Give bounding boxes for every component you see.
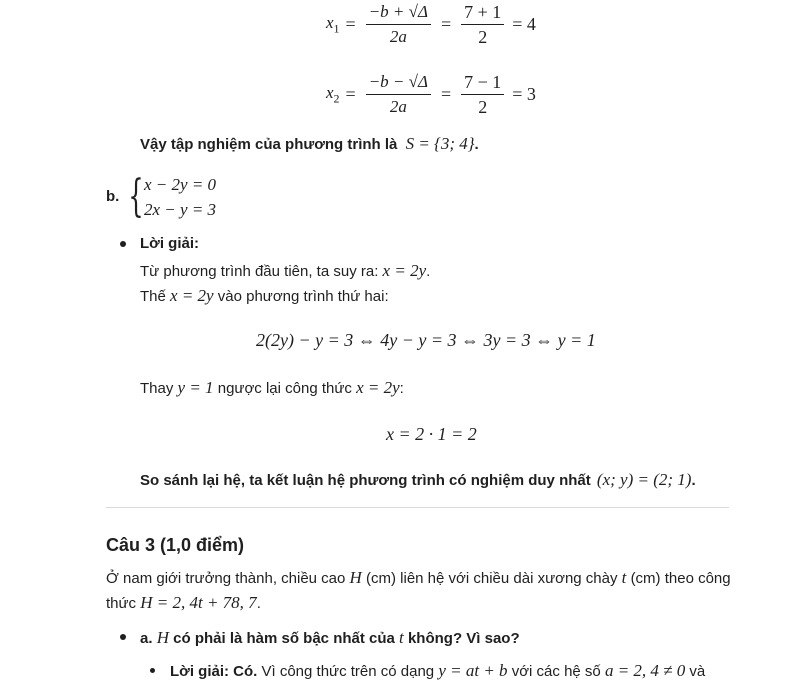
step3-text-a: Thay — [140, 380, 174, 397]
x1-lhs: $x_1$ — [326, 12, 340, 36]
step2-line — [140, 286, 389, 306]
cau3-heading: Câu 3 (1,0 điểm) — [106, 535, 245, 555]
question-a-text: có phải là hàm số bậc nhất của — [173, 630, 395, 647]
step2-text-a: Thế — [140, 288, 166, 305]
x1-numeric-numerator: 7 + 1 — [461, 2, 504, 25]
intro-text-a: Ở nam giới trưởng thành, chiều cao — [106, 570, 346, 587]
answer-label: Lời giải: Có. — [170, 663, 258, 680]
intro-var-t: t — [621, 568, 627, 587]
x2-denominator: 2a — [389, 97, 407, 116]
conclusion-math: (x; y) = (2; 1) — [596, 470, 692, 489]
equals-sign: = — [440, 14, 452, 34]
system-equation-2: 2x − y = 3 — [144, 200, 217, 219]
x2-lhs: $x_2$ — [326, 82, 340, 106]
answer-text-a: Vì công thức trên có dạng — [261, 663, 435, 680]
answer-math-a: y = at + b — [438, 661, 508, 680]
x2-equation — [326, 72, 536, 117]
x1-fraction-general — [366, 2, 431, 47]
step1-math: x = 2y — [382, 261, 427, 280]
x2-fraction-general — [366, 72, 431, 117]
question-a-line — [140, 628, 520, 648]
step3-text-b: ngược lại công thức — [217, 380, 352, 397]
part-b-system — [122, 172, 216, 222]
display-equation-2: x = 2 · 1 = 2 — [386, 424, 477, 444]
x2-fraction-numeric — [461, 72, 504, 117]
bullet — [150, 668, 155, 673]
x1-result: = 4 — [512, 14, 536, 34]
step3-math-a: y = 1 — [177, 378, 214, 397]
answer-text-c: và — [689, 663, 706, 680]
x1-numeric-denominator: 2 — [478, 27, 488, 47]
cau3-intro-line2: thức H = 2, 4t + 78, 7. — [106, 593, 261, 612]
answer-math-b: a = 2, 4 ≠ 0 — [604, 661, 686, 680]
intro-formula: H = 2, 4t + 78, 7 — [140, 593, 257, 612]
display-equation-1: 2(2y) − y = 3 ⇔ 4y − y = 3 ⇔ 3y = 3 ⇔ y = 1 — [256, 330, 596, 350]
x1-fraction-numeric — [461, 2, 504, 47]
x1-denominator: 2a — [389, 27, 407, 46]
step2-text-b: vào phương trình thứ hai: — [217, 288, 389, 305]
solution-set-text: Vậy tập nghiệm của phương trình là — [140, 136, 398, 153]
bullet — [120, 634, 126, 640]
intro-var-h: H — [349, 568, 362, 587]
answer-a-line — [170, 661, 705, 681]
left-brace: { — [128, 171, 144, 222]
question-a-label: a. — [140, 630, 153, 647]
question-a-var-h: H — [156, 628, 169, 647]
x1-numerator: −b + √Δ — [366, 2, 431, 25]
question-a-var-t: t — [399, 628, 404, 647]
conclusion-text: So sánh lại hệ, ta kết luận hệ phương trình có nghiệm duy nhất — [140, 472, 591, 489]
step3-math-b: x = 2y — [356, 378, 400, 397]
step2-math: x = 2y — [170, 286, 214, 305]
question-a-end: không? Vì sao? — [407, 630, 520, 647]
section-divider — [106, 507, 729, 508]
cau3-intro-line1 — [106, 568, 731, 588]
equals-sign: = — [345, 14, 356, 34]
step3-line — [140, 378, 404, 398]
intro-text-b: (cm) liên hệ với chiều dài xương chày — [366, 570, 618, 587]
equals-sign: = — [440, 84, 452, 104]
conclusion-line: So sánh lại hệ, ta kết luận hệ phương trình có nghiệm duy nhất (x; y) = (2; 1). — [140, 470, 696, 489]
intro-text-d: thức — [106, 595, 137, 612]
step1-text: Từ phương trình đầu tiên, ta suy ra: — [140, 263, 379, 280]
solution-set-line: Vậy tập nghiệm của phương trình là S = {3; 4}. — [140, 134, 479, 153]
x1-equation — [326, 2, 536, 47]
x2-numeric-denominator: 2 — [478, 97, 488, 117]
solution-set-math: S = {3; 4} — [405, 134, 475, 153]
part-b-label: b. — [106, 188, 120, 205]
step3-colon: : — [399, 380, 404, 397]
intro-text-c: (cm) theo công — [630, 570, 731, 587]
system-equation-1: x − 2y = 0 — [144, 175, 217, 194]
x2-numeric-numerator: 7 − 1 — [461, 72, 504, 95]
loi-giai-label: Lời giải: — [140, 235, 199, 252]
x2-numerator: −b − √Δ — [366, 72, 431, 95]
step1-line: Từ phương trình đầu tiên, ta suy ra: x = 2y. — [140, 261, 431, 280]
equals-sign: = — [345, 84, 356, 104]
bullet — [120, 241, 126, 247]
answer-text-b: với các hệ số — [511, 663, 601, 680]
x2-result: = 3 — [512, 84, 536, 104]
